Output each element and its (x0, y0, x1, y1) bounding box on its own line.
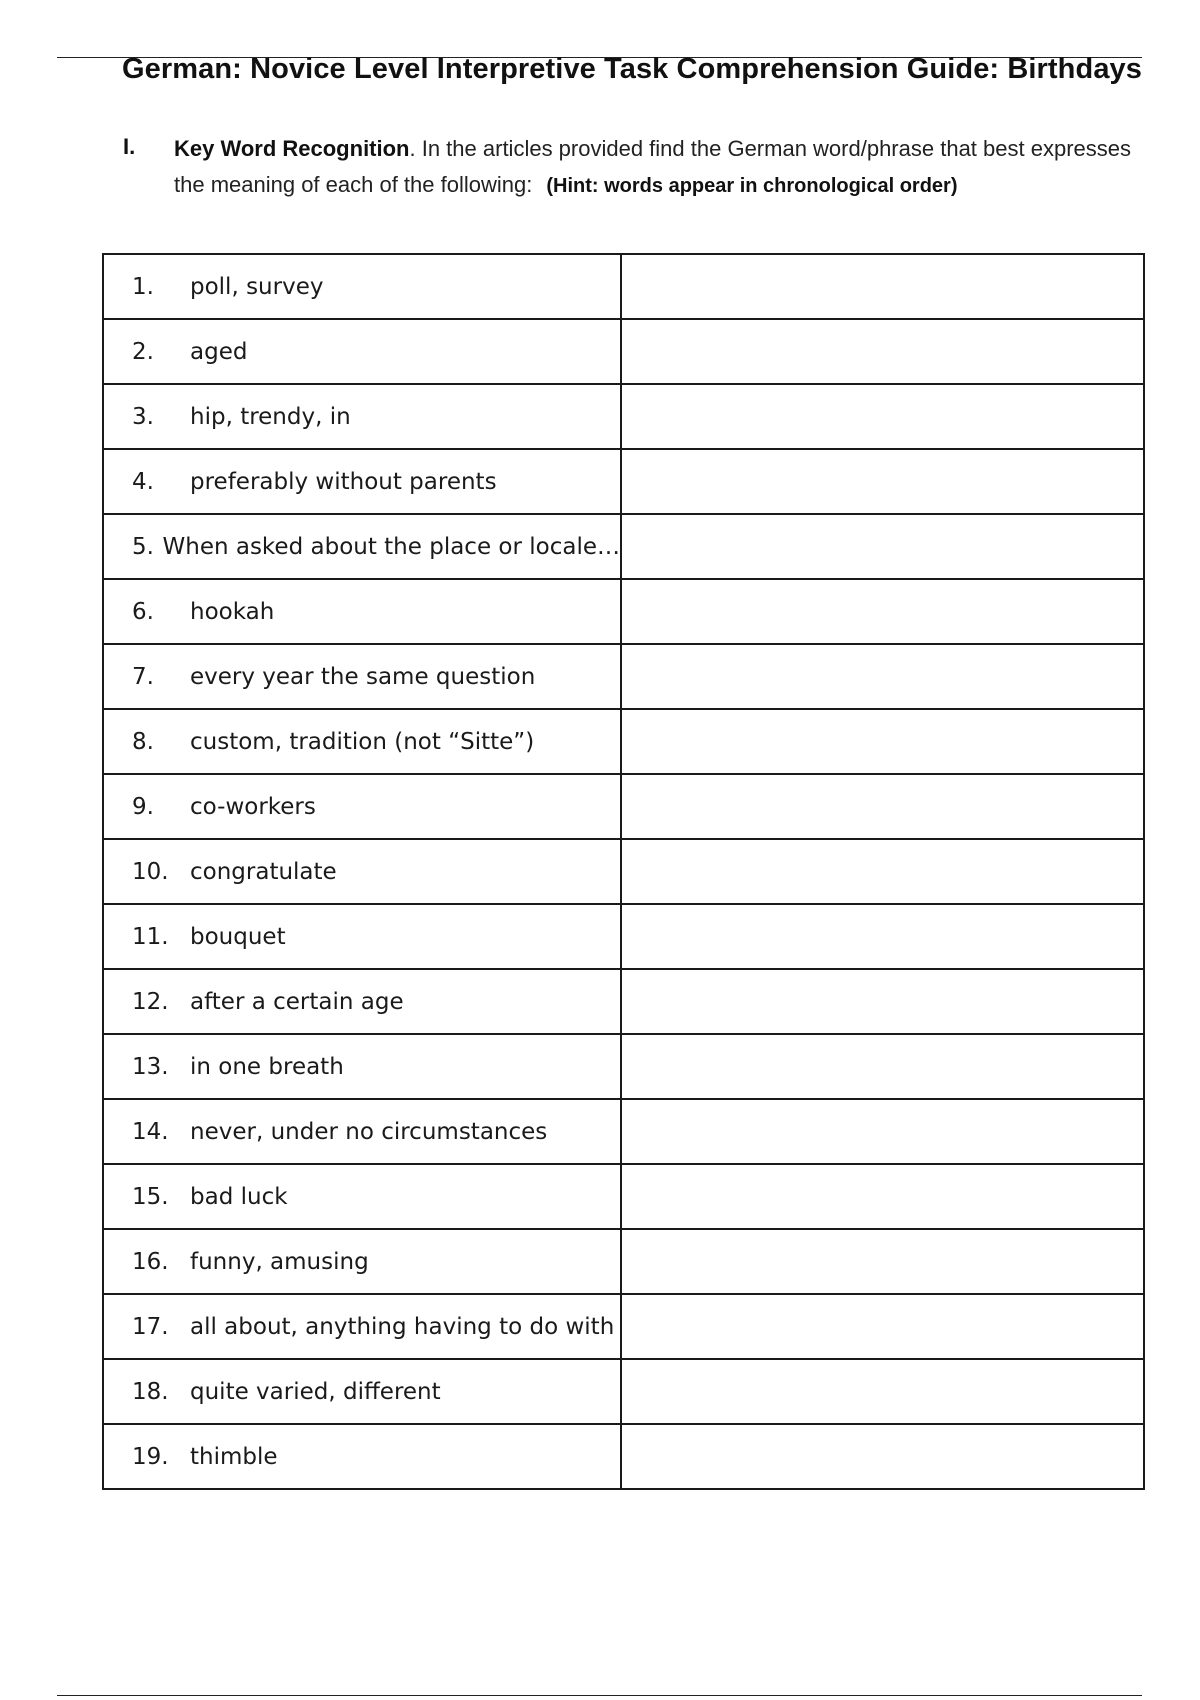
prompt-content (104, 1054, 620, 1080)
item-number: 13. (132, 1053, 169, 1080)
item-prompt: hookah (190, 598, 275, 625)
prompt-cell (103, 384, 621, 449)
table-row (103, 1424, 1144, 1489)
answer-cell[interactable] (621, 1229, 1144, 1294)
bottom-rule (57, 1695, 1142, 1696)
item-number: 1. (132, 273, 154, 300)
item-number: 14. (132, 1118, 169, 1145)
prompt-content (104, 1379, 620, 1405)
answer-cell[interactable] (621, 1034, 1144, 1099)
item-prompt: never, under no circumstances (190, 1118, 548, 1145)
item-number: 15. (132, 1183, 169, 1210)
prompt-cell (103, 644, 621, 709)
item-number: 10. (132, 858, 169, 885)
prompt-cell (103, 969, 621, 1034)
item-prompt: bad luck (190, 1183, 288, 1210)
item-number: 18. (132, 1378, 169, 1405)
table-row (103, 1034, 1144, 1099)
table-row (103, 449, 1144, 514)
table-row (103, 644, 1144, 709)
answer-cell[interactable] (621, 644, 1144, 709)
item-prompt: in one breath (190, 1053, 344, 1080)
prompt-cell (103, 1294, 621, 1359)
table-row (103, 839, 1144, 904)
prompt-content (104, 729, 620, 755)
item-prompt: all about, anything having to do with (190, 1313, 615, 1340)
item-prompt: after a certain age (190, 988, 404, 1015)
section-instructions (174, 131, 1154, 204)
prompt-cell (103, 1229, 621, 1294)
answer-cell[interactable] (621, 1424, 1144, 1489)
answer-cell[interactable] (621, 1099, 1144, 1164)
item-prompt: bouquet (190, 923, 286, 950)
prompt-content (104, 859, 620, 885)
item-prompt: every year the same question (190, 663, 536, 690)
answer-cell[interactable] (621, 384, 1144, 449)
prompt-content (104, 924, 620, 950)
answer-cell[interactable] (621, 449, 1144, 514)
prompt-cell (103, 319, 621, 384)
item-prompt: custom, tradition (not “Sitte”) (190, 728, 535, 755)
table-row (103, 579, 1144, 644)
prompt-cell (103, 1424, 621, 1489)
prompt-cell (103, 774, 621, 839)
section-hint: (Hint: words appear in chronological order) (546, 175, 958, 197)
answer-cell[interactable] (621, 774, 1144, 839)
table-row (103, 1294, 1144, 1359)
item-number: 5. (132, 533, 154, 560)
item-number: 6. (132, 598, 154, 625)
answer-cell[interactable] (621, 1164, 1144, 1229)
item-prompt: thimble (190, 1443, 278, 1470)
prompt-cell (103, 514, 621, 579)
item-prompt: funny, amusing (190, 1248, 369, 1275)
prompt-cell (103, 579, 621, 644)
table-row (103, 254, 1144, 319)
vocab-table (102, 253, 1145, 1490)
answer-cell[interactable] (621, 1359, 1144, 1424)
item-number: 11. (132, 923, 169, 950)
answer-cell[interactable] (621, 514, 1144, 579)
answer-cell[interactable] (621, 579, 1144, 644)
answer-cell[interactable] (621, 254, 1144, 319)
item-prompt: When asked about the place or locale… (162, 533, 620, 560)
prompt-content (104, 794, 620, 820)
table-row (103, 384, 1144, 449)
prompt-content (104, 664, 620, 690)
answer-cell[interactable] (621, 904, 1144, 969)
table-row (103, 774, 1144, 839)
prompt-content (104, 1444, 620, 1470)
table-row (103, 969, 1144, 1034)
prompt-cell (103, 839, 621, 904)
section-instruction: . In the articles provided find the German word/phrase that best expresses the meaning of each of the following: (174, 136, 1131, 197)
item-number: 3. (132, 403, 154, 430)
table-row (103, 709, 1144, 774)
prompt-content (104, 1119, 620, 1145)
item-number: 17. (132, 1313, 169, 1340)
prompt-cell (103, 904, 621, 969)
item-number: 16. (132, 1248, 169, 1275)
prompt-cell (103, 254, 621, 319)
prompt-content (104, 1184, 620, 1210)
table-row (103, 514, 1144, 579)
prompt-cell (103, 1164, 621, 1229)
answer-cell[interactable] (621, 1294, 1144, 1359)
table-row (103, 1229, 1144, 1294)
table-row (103, 1164, 1144, 1229)
prompt-content (104, 534, 620, 560)
item-prompt: congratulate (190, 858, 337, 885)
prompt-content (104, 1314, 620, 1340)
prompt-cell (103, 1034, 621, 1099)
item-prompt: preferably without parents (190, 468, 497, 495)
item-number: 8. (132, 728, 154, 755)
item-number: 2. (132, 338, 154, 365)
prompt-cell (103, 709, 621, 774)
answer-cell[interactable] (621, 709, 1144, 774)
table-row (103, 319, 1144, 384)
document-title: German: Novice Level Interpretive Task Comprehension Guide: Birthdays (121, 53, 1142, 85)
vocab-table-body (103, 254, 1144, 1489)
prompt-content (104, 599, 620, 625)
prompt-content (104, 1249, 620, 1275)
prompt-content (104, 989, 620, 1015)
item-number: 4. (132, 468, 154, 495)
item-number: 19. (132, 1443, 169, 1470)
prompt-cell (103, 449, 621, 514)
prompt-content (104, 339, 620, 365)
prompt-content (104, 469, 620, 495)
prompt-cell (103, 1099, 621, 1164)
item-number: 12. (132, 988, 169, 1015)
table-row (103, 1099, 1144, 1164)
table-row (103, 904, 1144, 969)
answer-cell[interactable] (621, 839, 1144, 904)
item-number: 9. (132, 793, 154, 820)
prompt-cell (103, 1359, 621, 1424)
item-prompt: quite varied, different (190, 1378, 441, 1405)
item-prompt: aged (190, 338, 248, 365)
answer-cell[interactable] (621, 969, 1144, 1034)
answer-cell[interactable] (621, 319, 1144, 384)
item-prompt: co-workers (190, 793, 316, 820)
section-lead: Key Word Recognition (174, 136, 410, 161)
section-numeral: I. (123, 134, 136, 159)
prompt-content (104, 404, 620, 430)
table-row (103, 1359, 1144, 1424)
item-prompt: hip, trendy, in (190, 403, 351, 430)
prompt-content (104, 274, 620, 300)
item-prompt: poll, survey (190, 273, 324, 300)
item-number: 7. (132, 663, 154, 690)
